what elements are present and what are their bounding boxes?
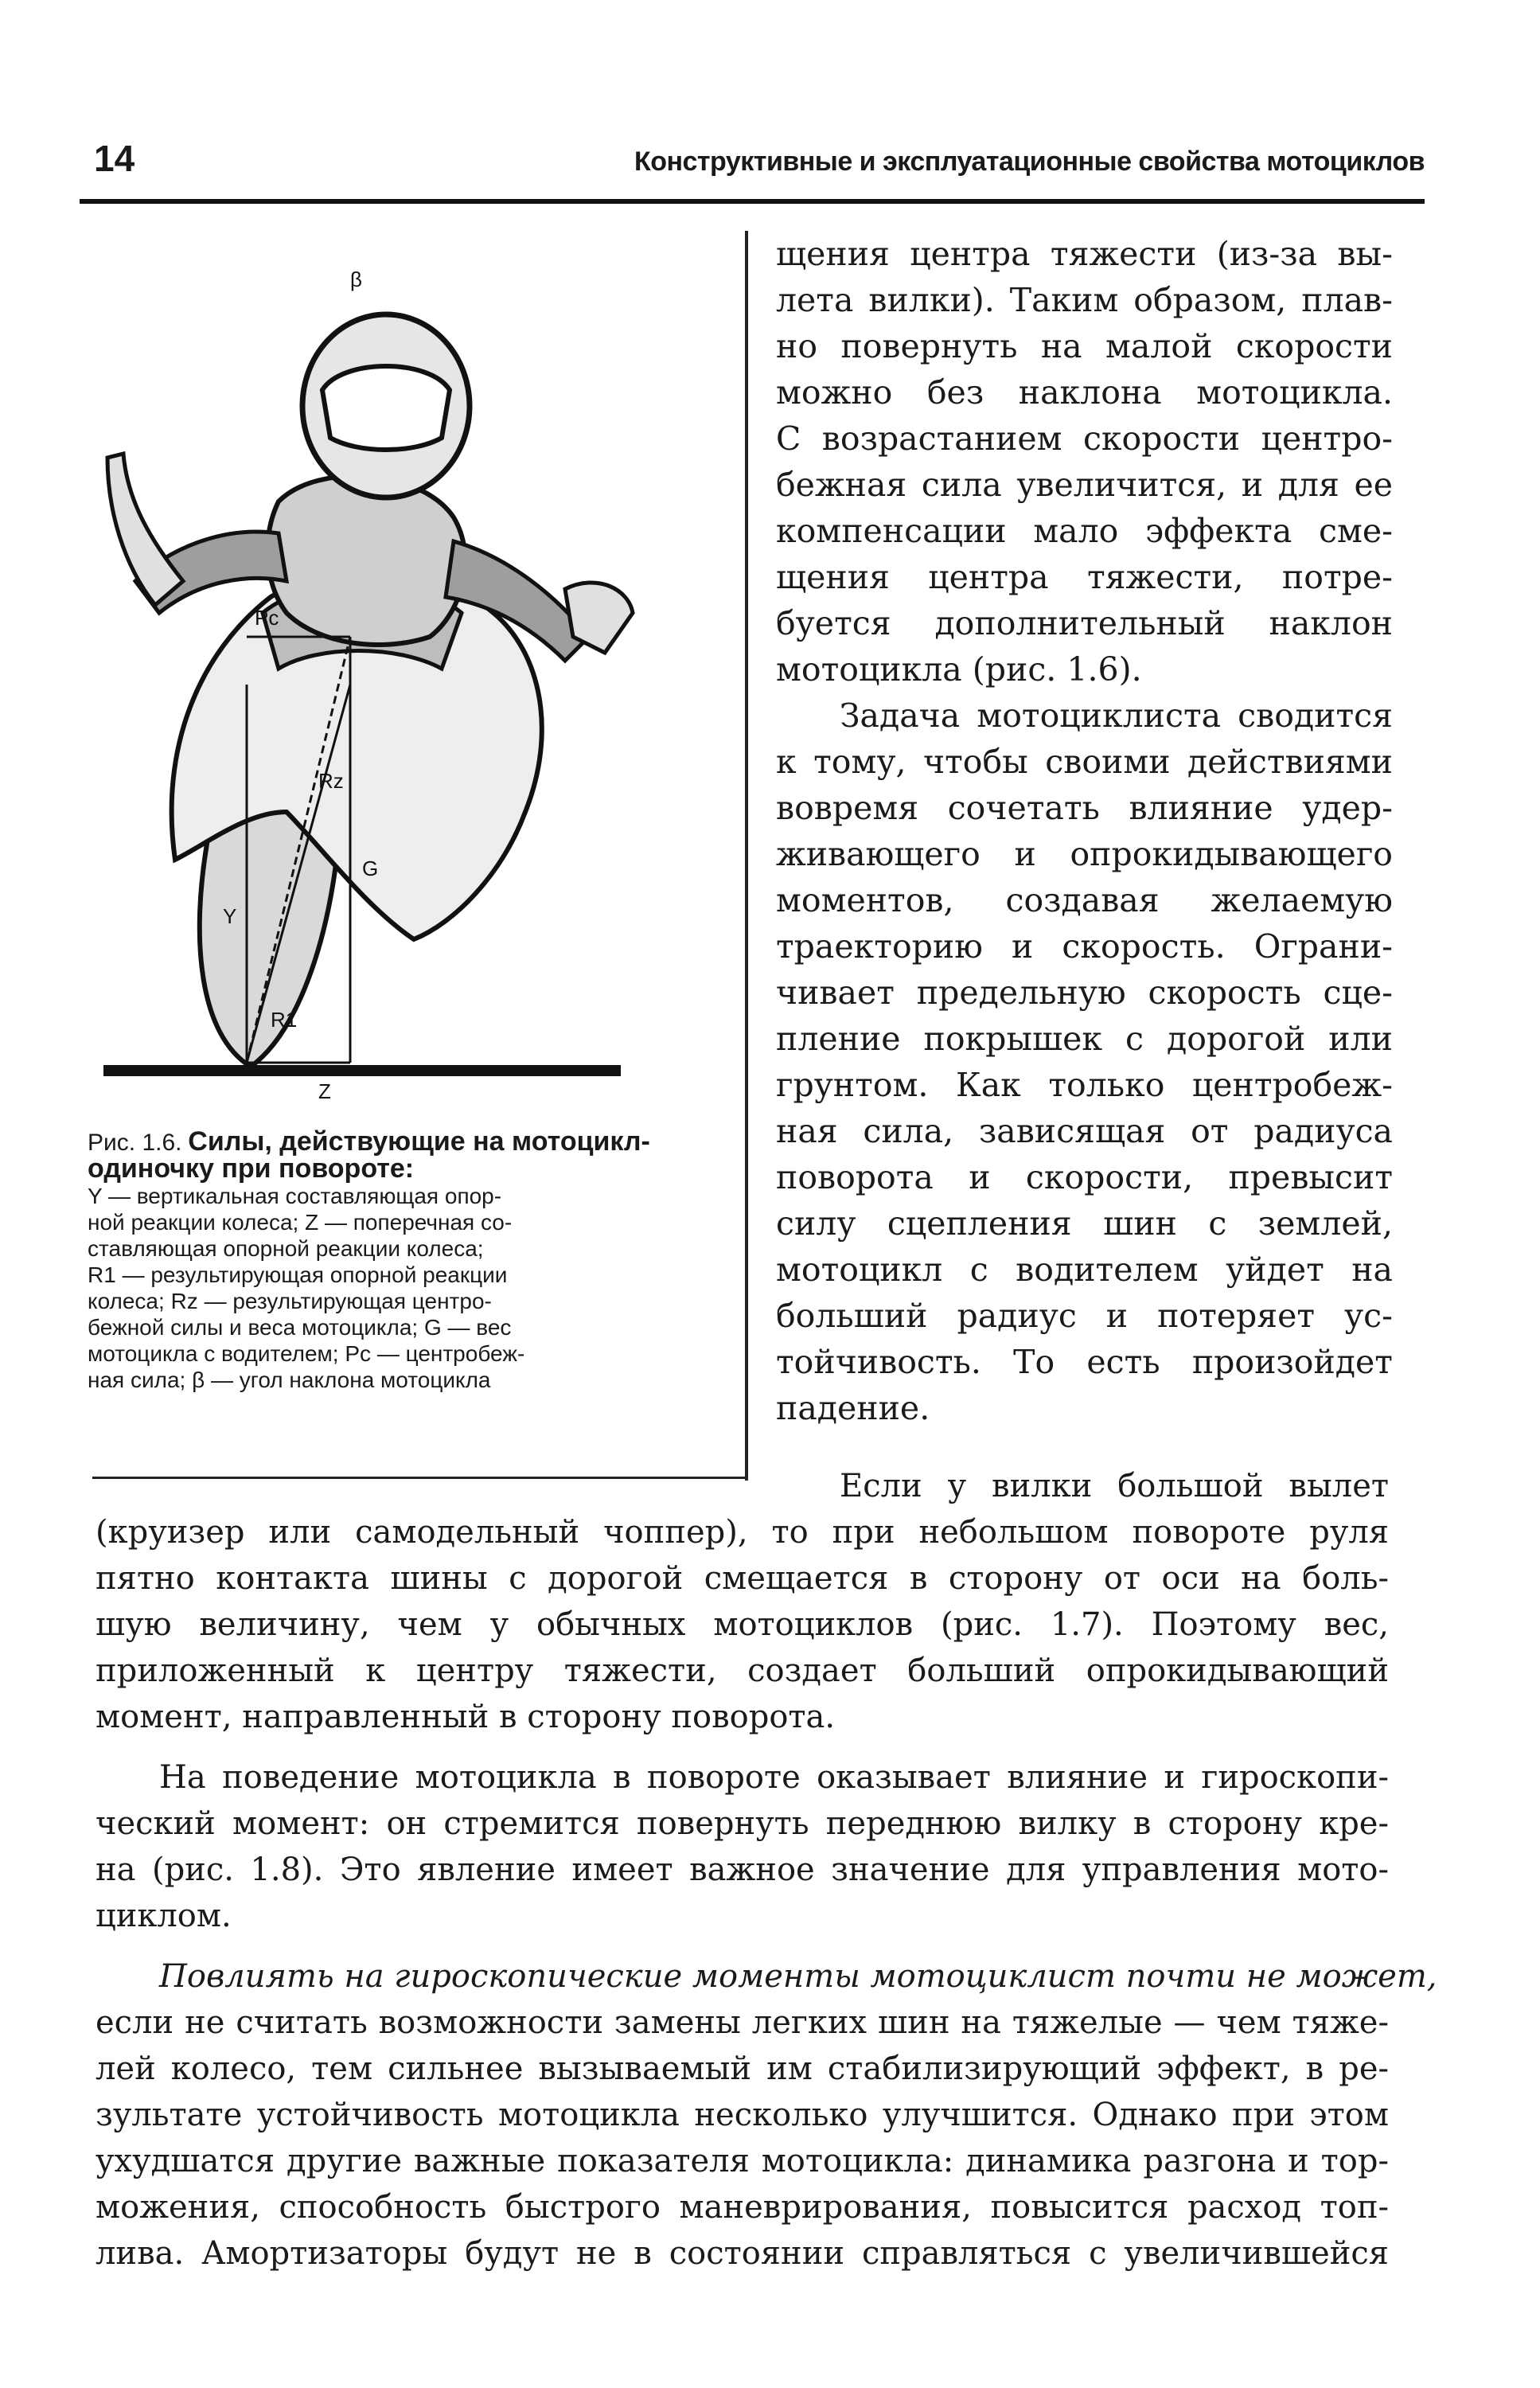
full-width-text: [96, 1463, 1437, 2277]
caption-line: R1 — результирующая опорной реакции: [88, 1262, 508, 1287]
text-line-italic: Повлиять на гироскопические моменты мотоциклист почти не может,: [159, 1958, 1437, 1995]
text-line: ная сила, зависящая от радиуса: [776, 1112, 1393, 1150]
text-line: щения центра тяжести, потре-: [776, 558, 1393, 596]
text-line: если не считать возможности замены легких шин на тяжелые — чем тяже-: [96, 2004, 1389, 2041]
label-z: Z: [318, 1079, 331, 1103]
text-line: бежная сила увеличится, и для ее: [776, 466, 1393, 504]
caption-line: бежной силы и веса мотоцикла; G — вес: [88, 1315, 512, 1340]
text-line: буется дополнительный наклон: [776, 604, 1393, 642]
text-line: моментов, создавая желаемую: [776, 881, 1393, 919]
motorcycle-illustration: [80, 239, 653, 1122]
right-text-column: [776, 231, 1393, 1431]
text-line: циклом.: [96, 1898, 232, 1934]
text-line: момент, направленный в сторону поворота.: [96, 1699, 836, 1735]
paragraph: [96, 1754, 1389, 1939]
text-line: траекторию и скорость. Ограни-: [776, 927, 1393, 966]
text-line: на (рис. 1.8). Это явление имеет важное значение для управления мото-: [96, 1851, 1389, 1888]
text-line: Задача мотоциклиста сводится: [840, 696, 1393, 735]
running-title: Конструктивные и эксплуатационные свойства мотоциклов: [634, 146, 1425, 177]
figure-1-6: [80, 239, 653, 1122]
label-r1: R1: [271, 1008, 298, 1032]
label-pc: Pc: [255, 606, 279, 630]
paragraph: [96, 1953, 1437, 2277]
caption-title: Силы, действующие на мотоцикл-одиночку при повороте:: [88, 1126, 650, 1184]
text-line: (круизер или самодельный чоппер), то при небольшом повороте руля: [96, 1514, 1389, 1551]
text-line: пление покрышек с дорогой или: [776, 1020, 1393, 1058]
caption-line: ная сила; β — угол наклона мотоцикла: [88, 1368, 491, 1392]
text-line: поворота и скорости, превысит: [776, 1158, 1393, 1196]
text-line: живающего и опрокидывающего: [776, 835, 1393, 873]
text-line: чивает предельную скорость сце-: [776, 974, 1393, 1012]
rider-torso: [267, 476, 465, 645]
text-line: силу сцепления шин с землей,: [776, 1204, 1393, 1243]
text-line: лета вилки). Таким образом, плав-: [776, 281, 1393, 319]
paragraph: [96, 1463, 1389, 1740]
caption-line: ставляющая опорной реакции колеса;: [88, 1236, 484, 1261]
text-line: грунтом. Как только центробеж-: [776, 1066, 1393, 1104]
paragraph: [776, 693, 1393, 1431]
page-number: 14: [94, 138, 135, 179]
text-line: лива. Амортизаторы будут не в состоянии справляться с увеличившейся: [96, 2235, 1389, 2272]
text-line: зультате устойчивость мотоцикла несколько улучшится. Однако при этом: [96, 2097, 1389, 2133]
text-line: щения центра тяжести (из-за вы-: [776, 235, 1393, 273]
text-line: компенсации мало эффекта сме-: [776, 512, 1393, 550]
label-beta: β: [350, 267, 362, 291]
paragraph: [776, 231, 1393, 693]
text-line: можно без наклона мотоцикла.: [776, 373, 1393, 412]
text-line: лей колесо, тем сильнее вызываемый им стабилизирующий эффект, в ре-: [96, 2050, 1389, 2087]
caption-line: Y — вертикальная составляющая опор-: [88, 1184, 502, 1208]
text-line: мотоцикл с водителем уйдет на: [776, 1251, 1393, 1289]
label-y: Y: [223, 904, 237, 928]
text-line: Если у вилки большой вылет: [840, 1468, 1389, 1504]
text-line: можения, способность быстрого маневрирования, повысится расход топ-: [96, 2189, 1389, 2226]
text-line: тойчивость. То есть произойдет: [776, 1343, 1393, 1381]
text-line: На поведение мотоцикла в повороте оказывает влияние и гироскопи-: [159, 1759, 1389, 1796]
mirror-left: [107, 454, 183, 605]
label-g: G: [362, 856, 379, 880]
text-line: пятно контакта шины с дорогой смещается в сторону от оси на боль-: [96, 1560, 1389, 1597]
text-line: к тому, чтобы своими действиями: [776, 743, 1393, 781]
caption-label: Рис. 1.6.: [88, 1130, 182, 1156]
text-line: С возрастанием скорости центро-: [776, 419, 1393, 458]
text-line: ухудшатся другие важные показателя мотоцикла: динамика разгона и тор-: [96, 2143, 1389, 2179]
text-line: ческий момент: он стремится повернуть переднюю вилку в сторону кре-: [96, 1805, 1389, 1842]
caption-line: ной реакции колеса; Z — поперечная со-: [88, 1210, 513, 1235]
caption-line: мотоцикла с водителем; Pc — центробеж-: [88, 1341, 525, 1366]
caption-line: колеса; Rz — результирующая центро-: [88, 1289, 492, 1313]
text-line: шую величину, чем у обычных мотоциклов (рис. 1.7). Поэтому вес,: [96, 1606, 1389, 1643]
running-header: [80, 135, 1425, 204]
helmet-visor: [322, 366, 450, 450]
figure-caption: [88, 1126, 732, 1393]
text-line: мотоцикла (рис. 1.6).: [776, 650, 1142, 689]
text-line: падение.: [776, 1389, 930, 1427]
label-rz: Rz: [318, 769, 344, 793]
text-line: приложенный к центру тяжести, создает больший опрокидывающий: [96, 1652, 1389, 1689]
text-line: вовремя сочетать влияние удер-: [776, 789, 1393, 827]
column-divider: [745, 231, 748, 1481]
text-line: но повернуть на малой скорости: [776, 327, 1393, 365]
text-line: больший радиус и потеряет ус-: [776, 1297, 1393, 1335]
